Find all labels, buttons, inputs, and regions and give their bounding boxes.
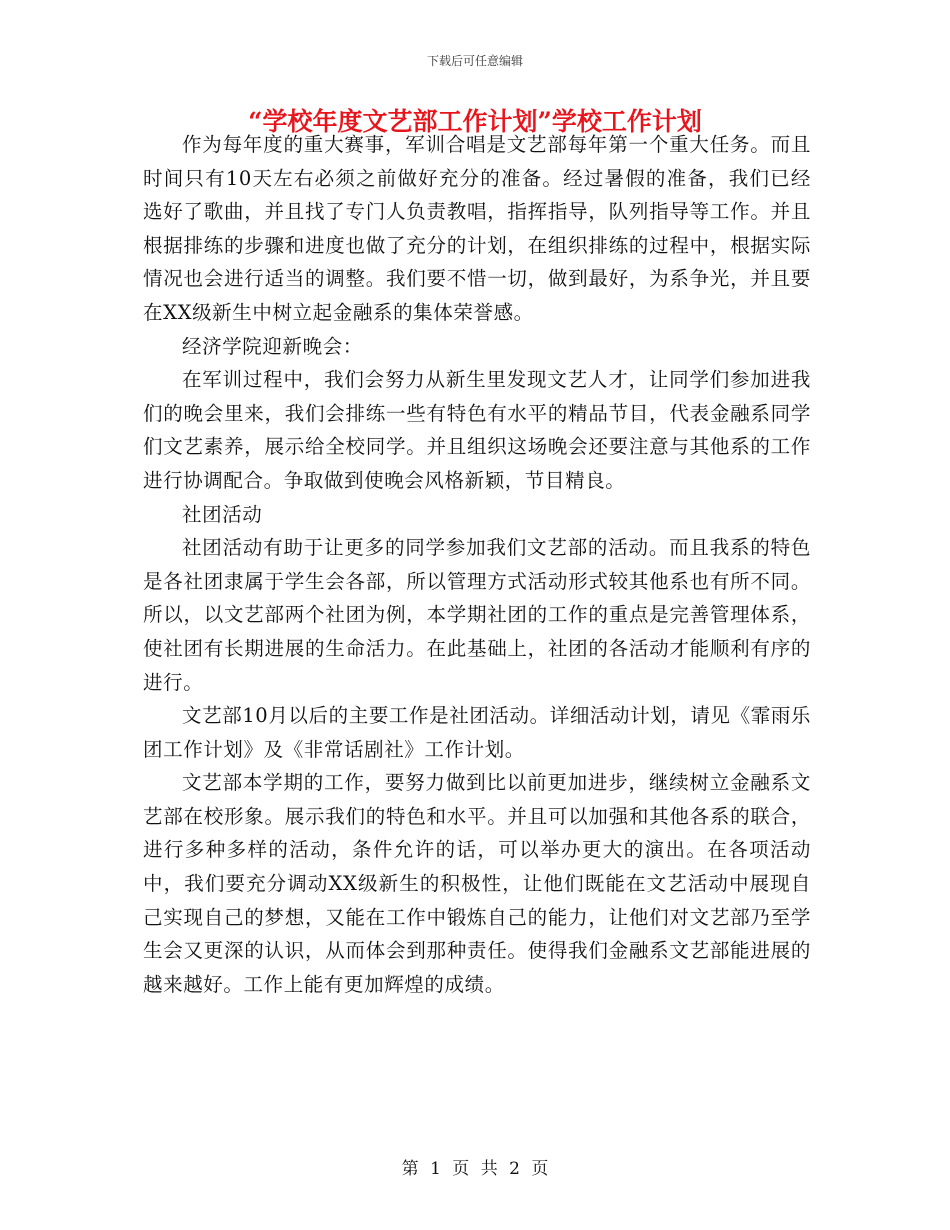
paragraph-semester-summary: 文艺部本学期的工作，要努力做到比以前更加进步，继续树立金融系文艺部在校形象。展示我们的特色和水平。并且可以加强和其他各系的联合，进行多种多样的活动，条件允许的话，可以举办更大的演出。在各项活动中，我们要充分调动XX级新生的积极性，让他们既能在文艺活动中展现自己实现自己的梦想，又能在工作中锻炼自己的能力，让他们对文艺部乃至学生会又更深的认识，从而体会到那种责任。使得我们金融系文艺部能进展的越来越好。工作上能有更加辉煌的成绩。 (143, 771, 811, 996)
paragraph-club-activities: 社团活动有助于让更多的同学参加我们文艺部的活动。而且我系的特色是各社团隶属于学生会各部，所以管理方式活动形式较其他系也有所不同。所以，以文艺部两个社团为例，本学期社团的工作的重点是完善管理体系，使社团有长期进展的生命活力。在此基础上，社团的各活动才能顺利有序的进行。 (143, 536, 811, 694)
paragraph-october-work: 文艺部10月以后的主要工作是社团活动。详细活动计划，请见《霏雨乐团工作计划》及《非常话剧社》工作计划。 (143, 704, 812, 761)
section-heading-welcome-party: 经济学院迎新晚会： (182, 334, 363, 358)
page-header: 下载后可任意编辑 (426, 54, 523, 68)
paragraph-welcome-party: 在军训过程中，我们会努力从新生里发现文艺人才，让同学们参加进我们的晚会里来，我们会排练一些有特色有水平的精品节目，代表金融系同学们文艺素养，展示给全校同学。并且组织这场晚会还要注意与其他系的工作进行协调配合。争取做到使晚会风格新颖，节目精良。 (143, 368, 811, 492)
document-title: “学校年度文艺部工作计划”学校工作计划 (248, 107, 702, 136)
page-footer: 第 1 页 共 2 页 (401, 1159, 549, 1179)
document-body (143, 128, 811, 1001)
paragraph-military-choir: 作为每年度的重大赛事，军训合唱是文艺部每年第一个重大任务。而且时间只有10天左右必须之前做好充分的准备。经过暑假的准备，我们已经选好了歌曲，并且找了专门人负责教唱，指挥指导，队列指导等工作。并且根据排练的步骤和进度也做了充分的计划，在组织排练的过程中，根据实际情况也会进行适当的调整。我们要不惜一切，做到最好，为系争光，并且要在XX级新生中树立起金融系的集体荣誉感。 (143, 133, 811, 324)
section-heading-club-activities: 社团活动 (182, 502, 263, 526)
